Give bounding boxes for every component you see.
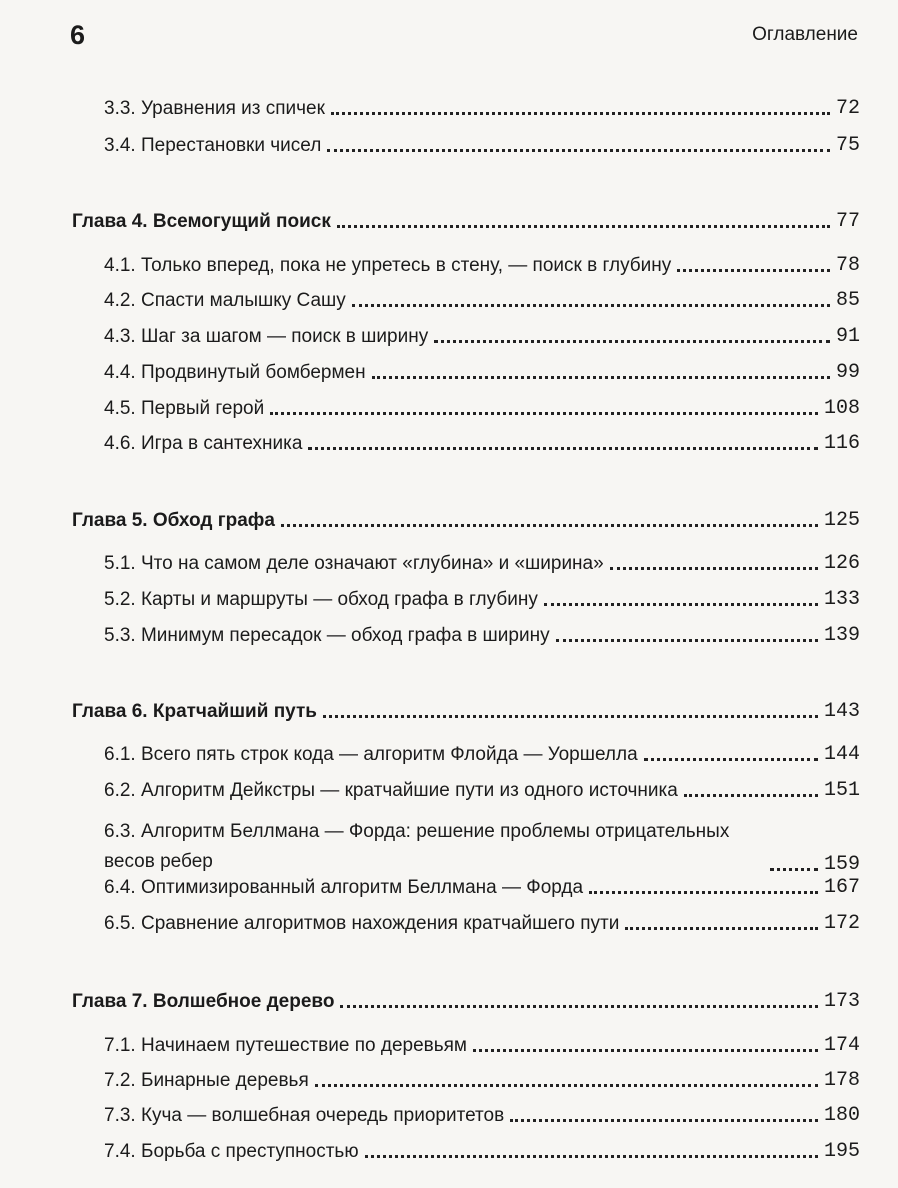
dot-leader <box>610 567 818 570</box>
toc-entry-page: 178 <box>823 1069 860 1092</box>
toc-entry-3-4 <box>104 134 860 158</box>
dot-leader <box>684 794 818 797</box>
toc-entry-7-2 <box>104 1069 860 1093</box>
toc-entry-page: 139 <box>823 624 860 647</box>
toc-entry-title: 7.2. Бинарные деревья <box>104 1070 309 1091</box>
toc-chapter-title: Глава 6. Кратчайший путь <box>72 701 317 722</box>
dot-leader <box>473 1049 818 1052</box>
toc-entry-title: 5.3. Минимум пересадок — обход графа в ширину <box>104 625 550 646</box>
toc-entry-page: 126 <box>823 552 860 575</box>
toc-entry-title: 7.3. Куча — волшебная очередь приоритетов <box>104 1105 505 1126</box>
toc-entry-title: 6.3. Алгоритм Беллмана — Форда: решение проблемы отрицательных весов ребер <box>104 821 730 872</box>
dot-leader <box>281 524 818 527</box>
dot-leader <box>315 1084 818 1087</box>
toc-entry-6-4 <box>104 876 860 900</box>
toc-entry-4-2 <box>104 289 860 313</box>
toc-entry-4-4 <box>104 361 860 385</box>
toc-entry-3-3 <box>104 97 860 121</box>
toc-entry-7-1 <box>104 1034 860 1058</box>
toc-entry-page: 133 <box>823 588 860 611</box>
dot-leader <box>365 1155 818 1158</box>
running-head: Оглавление <box>752 24 858 45</box>
toc-entry-page: 125 <box>823 509 860 532</box>
toc-entry-page: 151 <box>823 779 860 802</box>
toc-entry-title: 7.1. Начинаем путешествие по деревьям <box>104 1035 467 1056</box>
toc-entry-title: 4.6. Игра в сантехника <box>104 433 303 454</box>
toc-entry-page: 144 <box>823 743 860 766</box>
toc-chapter-title: Глава 7. Волшебное дерево <box>72 991 335 1012</box>
toc-entry-5-2 <box>104 588 860 612</box>
dot-leader <box>544 603 818 606</box>
toc-entry-title: 7.4. Борьба с преступностью <box>104 1141 359 1162</box>
toc-entry-title: 6.2. Алгоритм Дейкстры — кратчайшие пути из одного источника <box>104 780 678 801</box>
toc-entry-page: 91 <box>835 325 860 348</box>
toc-entry-page: 180 <box>823 1104 860 1127</box>
toc-entry-7-3 <box>104 1104 860 1128</box>
dot-leader <box>434 340 830 343</box>
toc-chapter-5 <box>72 509 860 533</box>
toc-chapter-6 <box>72 700 860 724</box>
toc-entry-title: 4.4. Продвинутый бомбермен <box>104 362 366 383</box>
toc-entry-4-1 <box>104 254 860 278</box>
toc-entry-page: 173 <box>823 990 860 1013</box>
toc-entry-6-5 <box>104 912 860 936</box>
toc-entry-page: 72 <box>835 97 860 120</box>
toc-entry-page: 75 <box>835 134 860 157</box>
toc-entry-title: 4.5. Первый герой <box>104 398 265 419</box>
toc-entry-title: 4.3. Шаг за шагом — поиск в ширину <box>104 326 429 347</box>
page-number: 6 <box>70 20 86 50</box>
toc-entry-page: 77 <box>835 210 860 233</box>
toc-entry-title: 6.5. Сравнение алгоритмов нахождения кратчайшего пути <box>104 913 620 934</box>
toc-entry-6-3 <box>104 817 860 877</box>
toc-entry-title: 3.4. Перестановки чисел <box>104 135 322 156</box>
dot-leader <box>323 715 818 718</box>
toc-entry-5-3 <box>104 624 860 648</box>
dot-leader <box>372 376 830 379</box>
toc-entry-6-2 <box>104 779 860 803</box>
dot-leader <box>352 304 830 307</box>
toc-chapter-4 <box>72 210 860 234</box>
dot-leader <box>644 758 818 761</box>
toc-entry-page: 174 <box>823 1034 860 1057</box>
toc-entry-page: 99 <box>835 361 860 384</box>
dot-leader <box>589 891 818 894</box>
toc-entry-title: 5.1. Что на самом деле означают «глубина» и «ширина» <box>104 553 604 574</box>
dot-leader <box>625 927 818 930</box>
dot-leader <box>331 112 830 115</box>
toc-entry-page: 85 <box>835 289 860 312</box>
toc-entry-page: 159 <box>823 853 860 876</box>
toc-entry-page: 172 <box>823 912 860 935</box>
toc-entry-title: 5.2. Карты и маршруты — обход графа в глубину <box>104 589 538 610</box>
toc-entry-title: 6.4. Оптимизированный алгоритм Беллмана — Форда <box>104 877 584 898</box>
toc-entry-title: 6.1. Всего пять строк кода — алгоритм Флойда — Уоршелла <box>104 744 638 765</box>
toc-chapter-title: Глава 4. Всемогущий поиск <box>72 211 331 232</box>
dot-leader <box>556 639 818 642</box>
toc-chapter-title: Глава 5. Обход графа <box>72 510 275 531</box>
dot-leader <box>308 447 818 450</box>
dot-leader <box>770 868 818 871</box>
toc-entry-page: 78 <box>835 254 860 277</box>
toc-entry-title: 4.2. Спасти малышку Сашу <box>104 290 346 311</box>
dot-leader <box>340 1005 818 1008</box>
toc-entry-page: 195 <box>823 1140 860 1163</box>
dot-leader <box>270 412 818 415</box>
toc-entry-6-1 <box>104 743 860 767</box>
dot-leader <box>677 269 830 272</box>
toc-entry-title: 4.1. Только вперед, пока не упретесь в стену, — поиск в глубину <box>104 255 672 276</box>
toc-entry-7-4 <box>104 1140 860 1164</box>
toc-entry-page: 167 <box>823 876 860 899</box>
toc-entry-page: 116 <box>823 432 860 455</box>
dot-leader <box>510 1119 818 1122</box>
dot-leader <box>327 149 830 152</box>
toc-entry-title: 3.3. Уравнения из спичек <box>104 98 325 119</box>
dot-leader <box>337 225 830 228</box>
toc-entry-4-5 <box>104 397 860 421</box>
toc-chapter-7 <box>72 990 860 1014</box>
toc-entry-4-6 <box>104 432 860 456</box>
toc-entry-page: 108 <box>823 397 860 420</box>
toc-entry-4-3 <box>104 325 860 349</box>
toc-entry-5-1 <box>104 552 860 576</box>
toc-entry-page: 143 <box>823 700 860 723</box>
